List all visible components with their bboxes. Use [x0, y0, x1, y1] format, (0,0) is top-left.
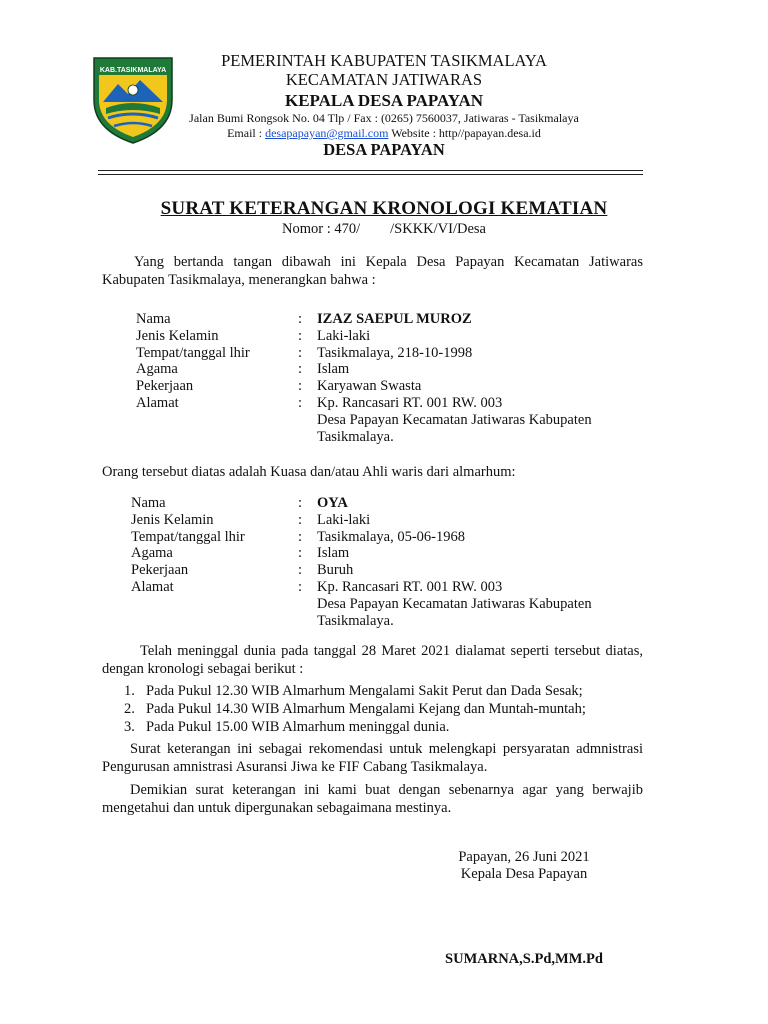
heir-paragraph: Orang tersebut diatas adalah Kuasa dan/atau Ahli waris dari almarhum:	[102, 464, 516, 480]
document-number-right: /SKKK/VI/Desa	[390, 221, 486, 237]
chronology-list	[124, 682, 644, 736]
header-district: KECAMATAN JATIWARAS	[285, 70, 483, 89]
email-link[interactable]: desapapayan@gmail.com	[265, 126, 389, 140]
header-address: Jalan Bumi Rongsok No. 04 Tlp / Fax : (0265) 7560037, Jatiwaras - Tasikmalaya	[189, 111, 579, 125]
website-text: Website : http//papayan.desa.id	[388, 126, 541, 140]
regency-emblem-icon	[88, 50, 178, 146]
person2-address-cont: Desa Papayan Kecamatan Jatiwaras Kabupaten	[317, 595, 592, 612]
header-divider-thick	[98, 170, 643, 171]
person1-row-occupation: Pekerjaan : Karyawan Swasta	[136, 378, 422, 395]
signature-place-date: Papayan, 26 Juni 2021	[458, 849, 590, 865]
purpose-paragraph: Surat keterangan ini sebagai rekomendasi untuk melengkapi persyaratan admnistrasi Pengurusan amnistrasi Asuransi Jiwa ke FIF Cabang Tasikmalaya.	[102, 741, 643, 775]
person1-address-cont: Desa Papayan Kecamatan Jatiwaras Kabupaten	[317, 411, 592, 428]
person1-row-religion: Agama : Islam	[136, 361, 350, 378]
person1-row-gender: Jenis Kelamin : Laki-laki	[136, 327, 371, 344]
intro-paragraph: Yang bertanda tangan dibawah ini Kepala Desa Papayan Kecamatan Jatiwaras Kabupaten Tasikmalaya, menerangkan bahwa :	[102, 254, 643, 288]
closing-paragraph: Demikian surat keterangan ini kami buat dengan sebenarnya agar yang berwajib mengetahui dan untuk dipergunakan sebagaimana mestinya.	[102, 782, 643, 816]
document-number	[98, 221, 670, 237]
signature-position: Kepala Desa Papayan	[460, 866, 588, 882]
header-divider-thin	[98, 174, 643, 175]
person2-row-name: Nama : OYA	[131, 495, 348, 511]
signature-name: SUMARNA,S.Pd,MM.Pd	[445, 951, 603, 967]
list-item: 2. Pada Pukul 14.30 WIB Almarhum Mengalami Kejang dan Muntah-muntah;	[124, 701, 586, 717]
email-label: Email :	[227, 126, 266, 140]
document-number-left: Nomor : 470/	[282, 221, 361, 237]
person2-address-cont2: Tasikmalaya.	[317, 612, 394, 629]
person2-row-occupation: Pekerjaan : Buruh	[131, 562, 354, 579]
person1-row-address: Alamat : Kp. Rancasari RT. 001 RW. 003	[136, 394, 503, 411]
person2-row-address: Alamat : Kp. Rancasari RT. 001 RW. 003	[131, 578, 503, 595]
person1-address-cont2: Tasikmalaya.	[317, 428, 394, 445]
person1-row-name: Nama : IZAZ SAEPUL MUROZ	[136, 311, 472, 327]
header-office: KEPALA DESA PAPAYAN	[284, 91, 484, 110]
document-title: SURAT KETERANGAN KRONOLOGI KEMATIAN	[160, 198, 608, 219]
header-contact	[176, 126, 592, 140]
person2-row-gender: Jenis Kelamin : Laki-laki	[131, 511, 371, 528]
person1-row-birth: Tempat/tanggal lhir : Tasikmalaya, 218-10-1998	[136, 344, 473, 361]
person2-row-birth: Tempat/tanggal lhir : Tasikmalaya, 05-06-1968	[131, 528, 465, 545]
person2-table	[131, 495, 636, 629]
list-item: 1. Pada Pukul 12.30 WIB Almarhum Mengalami Sakit Perut dan Dada Sesak;	[124, 683, 583, 699]
person2-row-religion: Agama : Islam	[131, 545, 350, 562]
header-village: DESA PAPAYAN	[323, 140, 445, 159]
person1-table	[136, 311, 636, 445]
list-item: 3. Pada Pukul 15.00 WIB Almarhum meninggal dunia.	[124, 719, 450, 735]
header-government: PEMERINTAH KABUPATEN TASIKMALAYA	[221, 51, 547, 70]
emblem-label: KAB.TASIKMALAYA	[99, 67, 167, 74]
death-paragraph: Telah meninggal dunia pada tanggal 28 Maret 2021 dialamat seperti tersebut diatas, dengan kronologi sebagai berikut :	[102, 643, 643, 677]
